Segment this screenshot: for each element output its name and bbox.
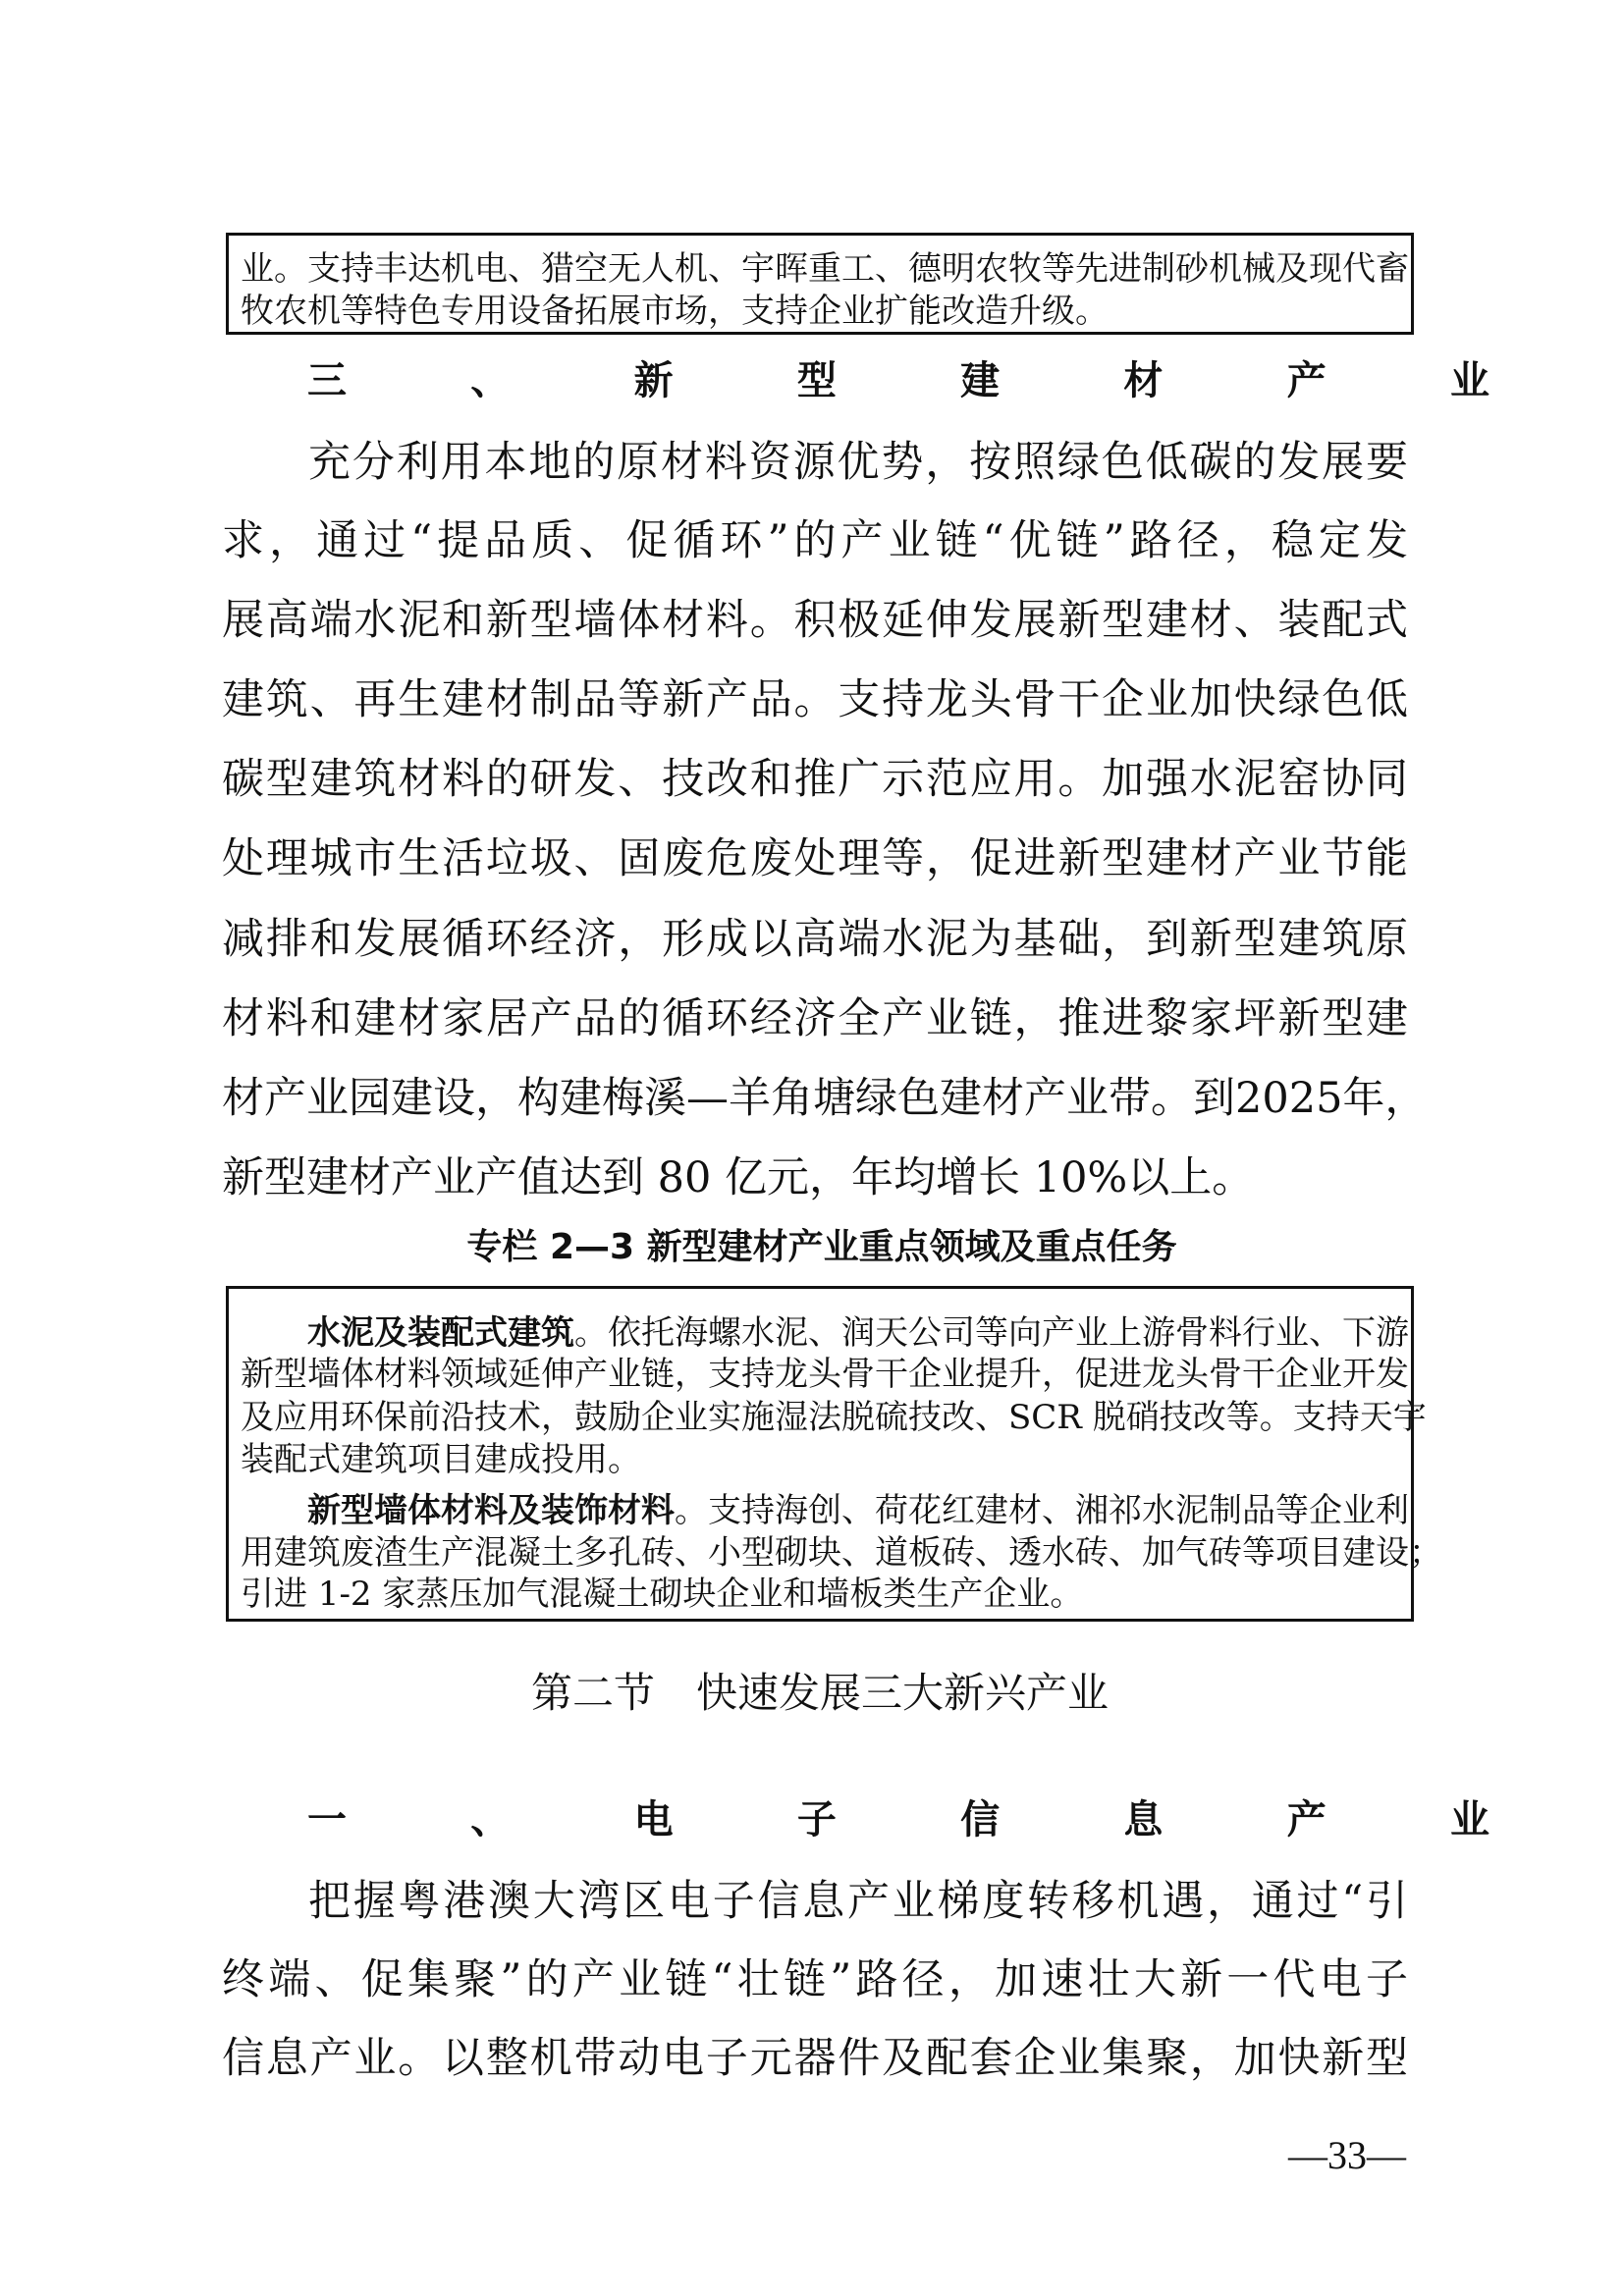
paragraph-line: 终端、促集聚”的产业链“壮链”路径，加速壮大新一代电子 (222, 1955, 1408, 2004)
paragraph-line: 求，通过“提品质、促循环”的产业链“优链”路径，稳定发 (222, 516, 1408, 565)
column-item-2-first-line (307, 1491, 1409, 1530)
paragraph-line: 材产业园建设，构建梅溪—羊角塘绿色建材产业带。到2025年， (222, 1074, 1428, 1123)
column-item-1-text: 。依托海螺水泥、润天公司等向产业上游骨料行业、下游 (574, 1313, 1409, 1353)
column-box-continued (226, 233, 1414, 335)
section-heading-electronics: 一、电子信息产业 (307, 1797, 1493, 1842)
column-item-2-text: 。支持海创、荷花红建材、湘祁水泥制品等企业利 (675, 1491, 1409, 1530)
column-title: 专栏 2—3 新型建材产业重点领域及重点任务 (466, 1227, 1177, 1267)
box-text-line: 引进 1-2 家蒸压加气混凝土砌块企业和墙板类生产企业。 (241, 1575, 1084, 1614)
paragraph-line: 减排和发展循环经济，形成以高端水泥为基础，到新型建筑原 (222, 915, 1408, 964)
paragraph-line: 把握粤港澳大湾区电子信息产业梯度转移机遇，通过“引 (308, 1877, 1408, 1926)
box-text-line: 牧农机等特色专用设备拓展市场，支持企业扩能改造升级。 (241, 292, 1109, 331)
paragraph-line: 建筑、再生建材制品等新产品。支持龙头骨干企业加快绿色低 (222, 675, 1408, 724)
box-text-line: 业。支持丰达机电、猎空无人机、宇晖重工、德明农牧等先进制砂机械及现代畜 (241, 249, 1409, 289)
paragraph-line: 充分利用本地的原材料资源优势，按照绿色低碳的发展要 (308, 438, 1408, 487)
paragraph-line: 碳型建筑材料的研发、技改和推广示范应用。加强水泥窑协同 (222, 755, 1408, 804)
box-text-line: 新型墙体材料领域延伸产业链，支持龙头骨干企业提升，促进龙头骨干企业开发 (241, 1355, 1409, 1394)
paragraph-line: 新型建材产业产值达到 80 亿元，年均增长 10%以上。 (222, 1153, 1255, 1202)
column-item-2-title: 新型墙体材料及装饰材料 (307, 1491, 675, 1530)
column-box (226, 1286, 1442, 1622)
paragraph-line: 信息产业。以整机带动电子元器件及配套企业集聚，加快新型 (222, 2034, 1408, 2083)
section-title: 第二节 快速发展三大新兴产业 (530, 1669, 1109, 1717)
page-number: —33— (1288, 2133, 1406, 2177)
box-text-line: 用建筑废渣生产混凝土多孔砖、小型砌块、道板砖、透水砖、加气砖等项目建设； (241, 1533, 1442, 1573)
column-item-1-first-line (307, 1313, 1409, 1353)
paragraph-line: 材料和建材家居产品的循环经济全产业链，推进黎家坪新型建 (222, 994, 1408, 1043)
paragraph-line: 展高端水泥和新型墙体材料。积极延伸发展新型建材、装配式 (222, 596, 1408, 645)
box-text-line: 装配式建筑项目建成投用。 (241, 1440, 641, 1479)
box-text-line: 及应用环保前沿技术，鼓励企业实施湿法脱硫技改、SCR 脱硝技改等。支持天宇 (241, 1398, 1427, 1437)
section-heading-building-materials: 三、新型建材产业 (307, 358, 1493, 403)
column-item-1-title: 水泥及装配式建筑 (307, 1313, 574, 1353)
paragraph-line: 处理城市生活垃圾、固废危废处理等，促进新型建材产业节能 (222, 834, 1408, 883)
